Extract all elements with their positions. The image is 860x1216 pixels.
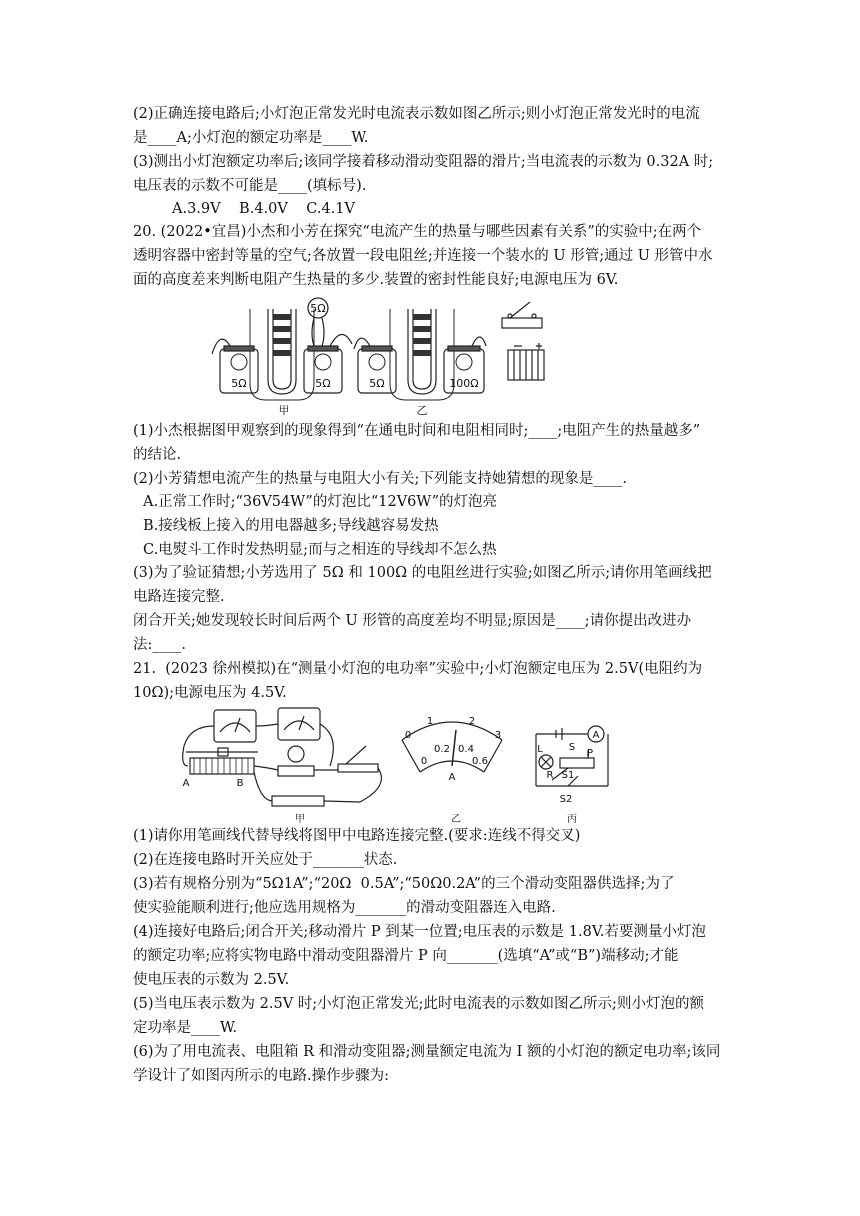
scale-top-1: 1 [426, 716, 434, 727]
figure-caption-yi: 乙 [416, 404, 428, 416]
figure-caption-jia: 甲 [278, 404, 290, 416]
q21-part3-line2: 使实验能顺利进行;他应选用规格为_______的滑动变阻器连入电路. [133, 900, 556, 916]
q20-stem-line3: 面的高度差来判断电阻产生热量的多少.装置的密封性能良好;电源电压为 6V. [133, 272, 619, 288]
q21-circuit-figure [180, 706, 620, 826]
circuit-label-r: R [546, 770, 554, 781]
q21-part4-line1: (4)连接好电路后;闭合开关;移动滑片 P 到某一位置;电压表的示数是 1.8V.若要测量小灯泡 [133, 924, 706, 940]
jar4-resistance: 100Ω [449, 377, 479, 390]
caption-jia: 甲 [295, 814, 305, 825]
external-resistance: 5Ω [310, 302, 326, 315]
q20-part3-line2: 电路连接完整. [133, 589, 225, 605]
circuit-label-s2: S2 [559, 794, 573, 805]
q20-part2-option-a: A.正常工作时;“36V54W”的灯泡比“12V6W”的灯泡亮 [143, 494, 497, 510]
q19-part3-line2: 电压表的示数不可能是____(填标号). [133, 178, 367, 194]
q19-part3-options: A.3.9V B.4.0V C.4.1V [172, 201, 355, 217]
q20-part2-option-c: C.电熨斗工作时发热明显;而与之相连的导线却不怎么热 [143, 542, 497, 558]
q21-stem-line2: 10Ω);电源电压为 4.5V. [133, 685, 287, 701]
q21-part1: (1)请你用笔画线代替导线将图甲中电路连接完整.(要求:连线不得交叉) [133, 828, 581, 844]
caption-bing: 丙 [567, 814, 577, 825]
q21-part2: (2)在连接电路时开关应处于_______状态. [133, 852, 398, 868]
scale-bottom-2: 0.4 [458, 744, 474, 755]
q20-stem-line1: 20. (2022•宜昌)小杰和小芳在探究“电流产生的热量与哪些因素有关系”的实验中;在两个 [133, 224, 702, 240]
rheostat-end-a: A [182, 778, 190, 789]
q21-part6-line2: 学设计了如图丙所示的电路.操作步骤为: [133, 1068, 389, 1084]
circuit-label-p: P [586, 748, 594, 759]
jar2-resistance: 5Ω [315, 377, 331, 390]
q19-part3-line1: (3)测出小灯泡额定功率后;该同学接着移动滑动变阻器的滑片;当电流表的示数为 0.32A 时; [133, 154, 714, 170]
q20-part3-line4: 法:____. [133, 637, 186, 653]
scale-top-2: 2 [468, 716, 476, 727]
q21-part4-line3: 使电压表的示数为 2.5V. [133, 972, 290, 988]
scale-bottom-0: 0 [420, 756, 428, 767]
q20-part1-line1: (1)小杰根据图甲观察到的现象得到“在通电时间和电阻相同时;____;电阻产生的热量越多” [133, 423, 701, 439]
q21-stem-line1: 21. (2023 徐州模拟)在“测量小灯泡的电功率”实验中;小灯泡额定电压为 2.5V(电阻约为 [133, 661, 703, 677]
jar3-resistance: 5Ω [369, 377, 385, 390]
q21-part6-line1: (6)为了用电流表、电阻箱 R 和滑动变阻器;测量额定电流为 I 额的小灯泡的额定电功率;该同 [133, 1044, 721, 1060]
q20-stem-line2: 透明容器中密封等量的空气;各放置一段电阻丝;并连接一个装水的 U 形管;通过 U 形管中水 [133, 248, 713, 264]
q19-part2-line2: 是____A;小灯泡的额定功率是____W. [133, 130, 369, 146]
q21-part5-line2: 定功率是____W. [133, 1020, 237, 1036]
scale-top-0: 0 [404, 730, 412, 741]
q20-part3-line3: 闭合开关;她发现较长时间后两个 U 形管的高度差均不明显;原因是____;请你提出改进办 [133, 613, 692, 629]
q21-part3-line1: (3)若有规格分别为“5Ω1A”;“20Ω 0.5A”;“50Ω0.2A”的三个滑动变阻器供选择;为了 [133, 876, 675, 892]
meter-unit: A [448, 772, 456, 783]
q20-part2-line1: (2)小芳猜想电流产生的热量与电阻大小有关;下列能支持她猜想的现象是____. [133, 471, 628, 487]
jar1-resistance: 5Ω [231, 377, 247, 390]
caption-yi: 乙 [451, 814, 461, 825]
circuit-label-ammeter: A [592, 730, 600, 741]
scale-bottom-1: 0.2 [434, 744, 450, 755]
q19-part2-line1: (2)正确连接电路后;小灯泡正常发光时电流表示数如图乙所示;则小灯泡正常发光时的电流 [133, 106, 700, 122]
q20-part2-option-b: B.接线板上接入的用电器越多;导线越容易发热 [143, 518, 439, 534]
rheostat-end-b: B [236, 778, 244, 789]
q21-part5-line1: (5)当电压表示数为 2.5V 时;小灯泡正常发光;此时电流表的示数如图乙所示;则小灯泡的额 [133, 996, 704, 1012]
scale-top-3: 3 [494, 730, 502, 741]
q20-part1-line2: 的结论. [133, 447, 182, 463]
q20-apparatus-figure [210, 294, 560, 416]
circuit-label-s1: S1 [561, 770, 575, 781]
q20-part3-line1: (3)为了验证猜想;小芳选用了 5Ω 和 100Ω 的电阻丝进行实验;如图乙所示;请你用笔画线把 [133, 565, 712, 581]
q21-part4-line2: 的额定功率;应将实物电路中滑动变阻器滑片 P 向_______(选填“A”或“B”)端移动;才能 [133, 948, 679, 964]
circuit-label-l: L [537, 744, 543, 755]
circuit-label-s: S [568, 742, 576, 753]
scale-bottom-3: 0.6 [472, 756, 488, 767]
